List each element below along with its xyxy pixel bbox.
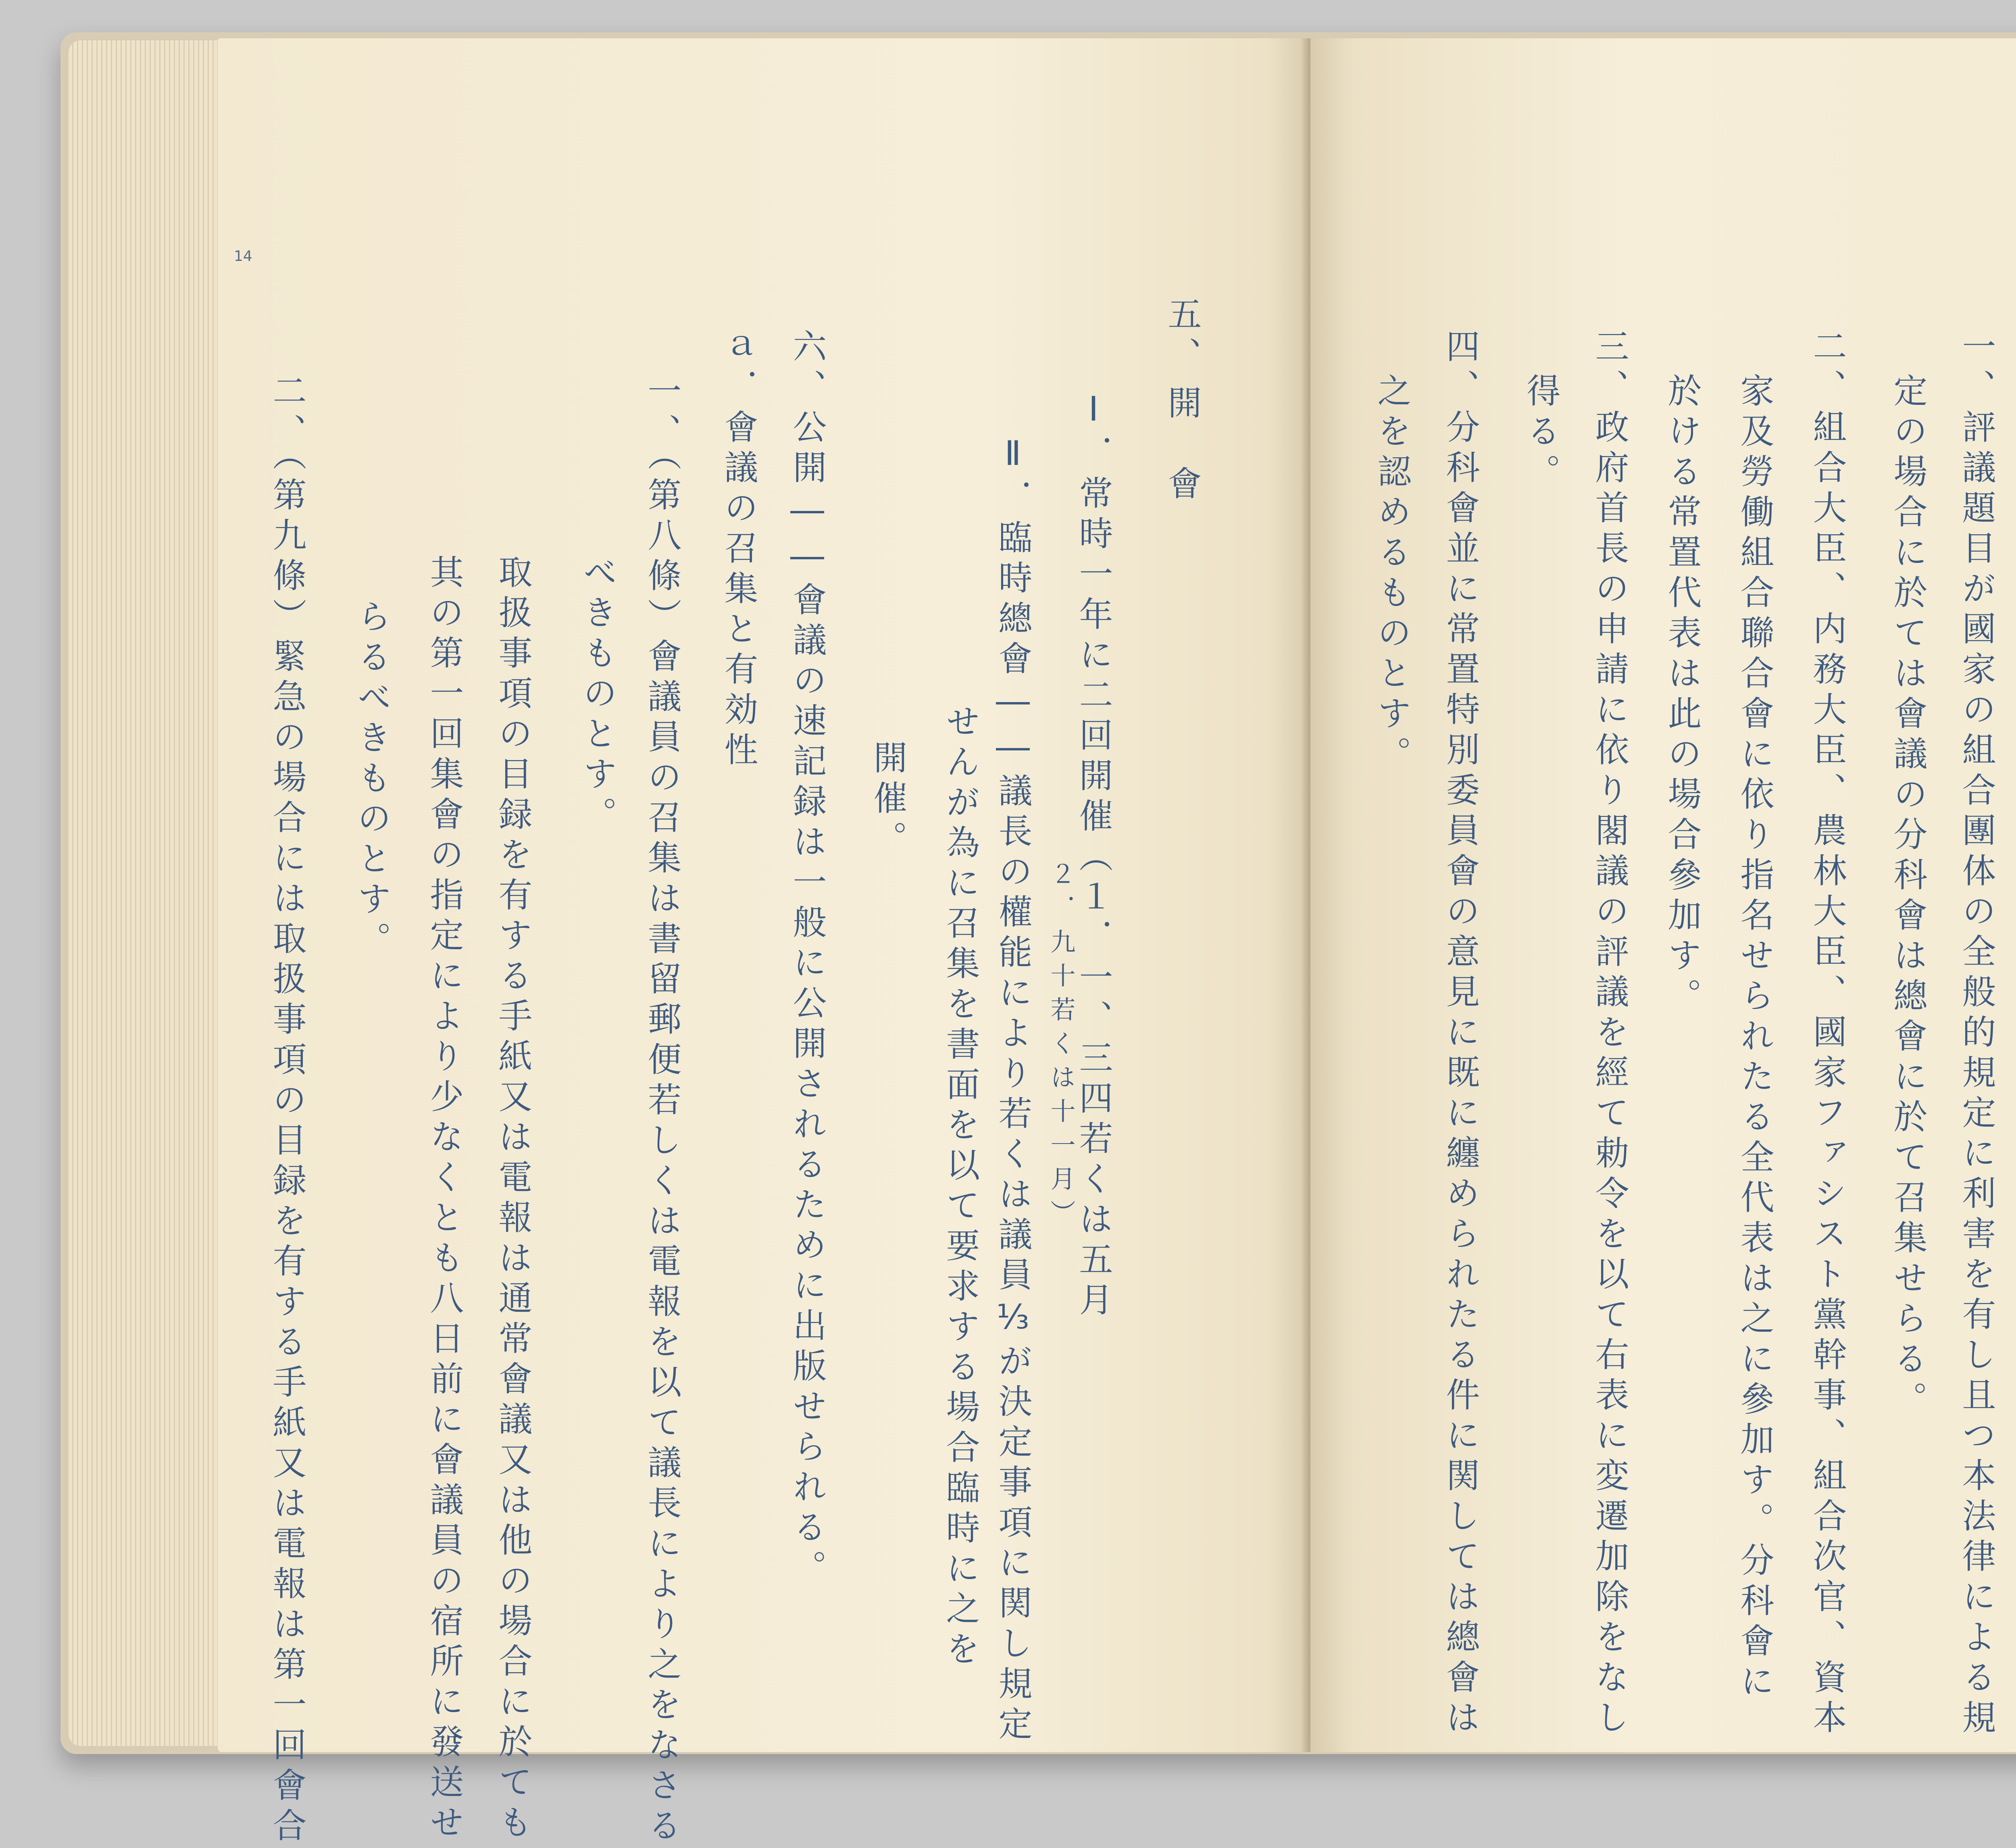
left-col-8: 六、公開――會議の速記録は一般に公開されるために出版せられる。 [787, 329, 827, 1590]
right-col-13: 之を認めるものとす。 [1372, 373, 1412, 776]
right-page [1310, 38, 2016, 1752]
page-number-left: 14 [234, 248, 252, 265]
left-col-4: ２．九十若くは十一月） [1046, 861, 1076, 1233]
left-col-5: Ⅱ．臨時總會――議長の權能により若くは議員⅓が決定事項に関し規定 [993, 433, 1033, 1746]
left-col-14: らるべきものとす。 [352, 599, 392, 962]
right-col-11: 得る。 [1521, 373, 1561, 494]
left-col-7: 開催。 [868, 740, 908, 861]
left-col-9: ａ．會議の召集と有効性 [719, 329, 758, 772]
left-col-1: 五、 [1162, 296, 1202, 377]
page-edges-left [69, 40, 222, 1746]
left-col-10: 一、（第八條）會議員の召集は書留郵便若しくは電報を以て議長により之をなさる [642, 373, 682, 1848]
left-col-11: べきものとす。 [578, 554, 617, 837]
left-col-2: 開 會 [1162, 385, 1202, 506]
right-col-7: 二、組合大臣、内務大臣、農林大臣、國家ファシスト黨幹事、組合次官、資本 [1808, 329, 1847, 1740]
left-col-13: 其の第一回集會の指定により少なくとも八日前に會議員の宿所に發送せ [425, 554, 464, 1845]
right-col-10: 三、政府首長の申請に依り閣議の評議を經て勅令を以て右表に変遷加除をなし [1590, 329, 1629, 1740]
right-col-12: 四、分科會並に常置特別委員會の意見に既に纏められたる件に関しては總會は [1441, 329, 1480, 1740]
right-col-8: 家及勞働組合聯合會に依り指名せられたる全代表は之に參加す。分科會に [1735, 373, 1774, 1704]
right-col-6: 定の場合に於ては會議の分科會は總會に於て召集せらる。 [1888, 373, 1928, 1421]
left-col-15: 二、（第九條）緊急の場合には取扱事項の目録を有する手紙又は電報は第一回會合 [267, 373, 307, 1848]
left-page [218, 38, 1310, 1848]
left-col-6: せんが為に召集を書面を以て要求する場合臨時に之を [941, 704, 980, 1671]
left-col-12: 取扱事項の目録を有する手紙又は電報は通常會議又は他の場合に於ても [493, 554, 533, 1845]
right-col-9: 於ける常置代表は此の場合參加す。 [1662, 373, 1702, 1018]
right-col-5: 一、評議題目が國家の組合團体の全般的規定に利害を有し且つ本法律による規 [1957, 329, 1996, 1740]
left-col-3: Ⅰ．常時一年に二回開催（１．一、三四若くは五月 [1074, 389, 1113, 1322]
